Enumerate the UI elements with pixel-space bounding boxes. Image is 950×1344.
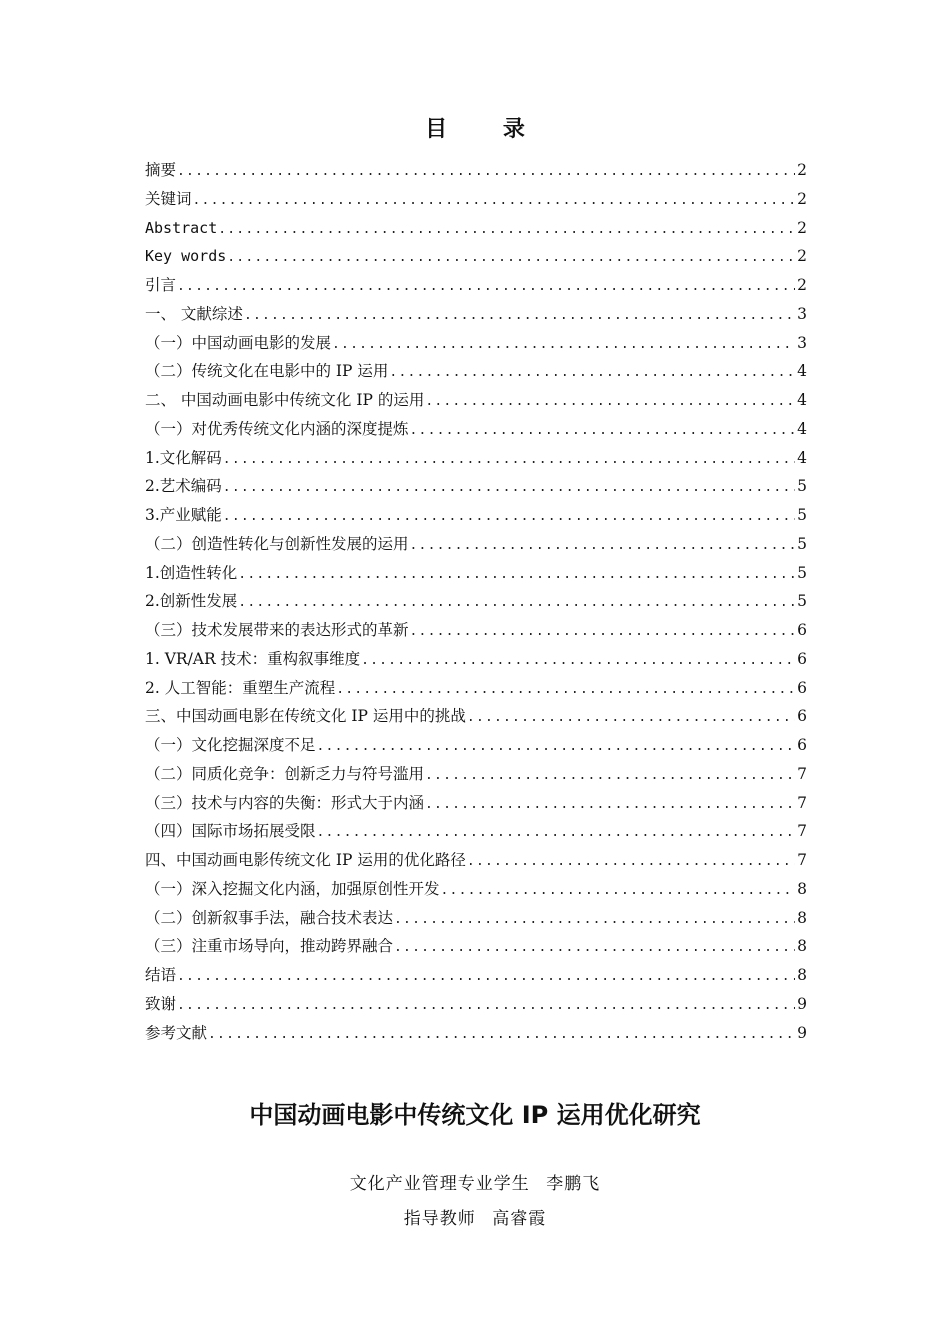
toc-entry-label: 1.创造性转化: [145, 563, 238, 582]
toc-entry-label: 致谢: [145, 994, 177, 1013]
toc-entry[interactable]: [145, 616, 807, 645]
toc-entry-label: 1.文化解码: [145, 448, 222, 467]
toc-entry[interactable]: [145, 271, 807, 300]
toc-entry[interactable]: [145, 415, 807, 444]
toc-entry-label: （一）对优秀传统文化内涵的深度提炼: [145, 419, 409, 438]
toc-entry-page-number: 8: [797, 908, 807, 927]
toc-leader-dots: [177, 273, 795, 302]
toc-leader-dots: [177, 158, 795, 187]
table-of-contents: [145, 156, 807, 1047]
toc-entry-page-number: 4: [797, 448, 807, 467]
toc-entry-label: 3.产业赋能: [145, 506, 222, 524]
toc-leader-dots: [441, 877, 796, 906]
toc-leader-dots: [425, 388, 795, 417]
toc-entry-page-number: 2: [797, 161, 807, 179]
toc-entry-label: 结语: [145, 966, 177, 984]
student-line: 文化产业管理专业学生 李鹏飞: [349, 1174, 601, 1194]
toc-leader-dots: [467, 848, 795, 877]
toc-leader-dots: [410, 532, 796, 561]
toc-entry[interactable]: [145, 214, 807, 243]
toc-entry-label: 参考文献: [145, 1023, 208, 1042]
toc-entry[interactable]: [145, 300, 807, 329]
toc-leader-dots: [332, 331, 795, 360]
toc-leader-dots: [227, 244, 795, 273]
toc-entry-page-number: 8: [797, 879, 807, 898]
toc-entry-page-number: 3: [797, 304, 807, 323]
toc-entry-label: （一）中国动画电影的发展: [145, 333, 332, 352]
toc-leader-dots: [425, 762, 795, 791]
toc-entry-label: 四、中国动画电影传统文化 IP 运用的优化路径: [145, 851, 466, 869]
toc-entry[interactable]: [145, 760, 807, 789]
toc-leader-dots: [410, 618, 796, 647]
toc-entry-label: （一）文化挖掘深度不足: [145, 736, 316, 754]
toc-entry-label: 二、 中国动画电影中传统文化 IP 的运用: [145, 391, 425, 409]
toc-leader-dots: [336, 676, 795, 705]
toc-entry-page-number: 4: [797, 362, 807, 381]
toc-leader-dots: [361, 647, 795, 676]
toc-entry-label: 摘要: [145, 161, 177, 179]
toc-entry-page-number: 8: [797, 937, 807, 956]
toc-entry[interactable]: [145, 702, 807, 731]
toc-leader-dots: [317, 733, 796, 762]
toc-entry[interactable]: [145, 357, 807, 386]
toc-entry-label: 引言: [145, 276, 177, 294]
toc-entry-page-number: 6: [797, 649, 807, 668]
toc-entry[interactable]: [145, 674, 807, 703]
toc-entry-page-number: 9: [797, 994, 807, 1013]
toc-entry-page-number: 2: [797, 247, 807, 266]
toc-entry[interactable]: [145, 990, 807, 1019]
toc-entry-page-number: 7: [797, 793, 807, 812]
toc-leader-dots: [317, 819, 796, 848]
toc-entry[interactable]: [145, 731, 807, 760]
toc-leader-dots: [394, 906, 795, 935]
toc-entry[interactable]: [145, 386, 807, 415]
toc-leader-dots: [177, 992, 795, 1021]
toc-entry-label: （二）传统文化在电影中的 IP 运用: [145, 362, 389, 381]
advisor-line: 指导教师 高睿霞: [403, 1209, 547, 1229]
toc-entry-page-number: 2: [797, 276, 807, 294]
toc-leader-dots: [394, 934, 795, 963]
toc-leader-dots: [425, 791, 795, 820]
toc-entry[interactable]: [145, 961, 807, 990]
toc-entry[interactable]: [145, 501, 807, 530]
toc-entry[interactable]: [145, 817, 807, 846]
toc-entry-page-number: 6: [797, 678, 807, 697]
toc-leader-dots: [238, 561, 795, 590]
toc-entry-page-number: 5: [797, 563, 807, 582]
toc-entry-label: 1. VR/AR 技术：重构叙事维度: [145, 649, 361, 668]
toc-entry-page-number: 2: [797, 189, 807, 208]
toc-entry-label: Key words: [145, 247, 227, 266]
toc-entry-page-number: 5: [797, 477, 807, 496]
toc-entry-label: （二）创造性转化与创新性发展的运用: [145, 534, 409, 553]
toc-entry[interactable]: [145, 875, 807, 904]
toc-leader-dots: [223, 474, 795, 503]
toc-entry-label: （二）同质化竞争：创新乏力与符号滥用: [145, 764, 425, 783]
toc-entry-label: 2.创新性发展: [145, 592, 238, 611]
toc-entry-label: Abstract: [145, 218, 218, 237]
toc-entry[interactable]: [145, 444, 807, 473]
toc-entry-label: （二）创新叙事手法，融合技术表达: [145, 908, 394, 927]
toc-entry-page-number: 9: [797, 1023, 807, 1042]
toc-entry-page-number: 2: [797, 218, 807, 237]
toc-entry-page-number: 5: [797, 534, 807, 553]
toc-entry[interactable]: [145, 242, 807, 271]
toc-entry-label: 2. 人工智能：重塑生产流程: [145, 678, 336, 697]
toc-entry-page-number: 4: [797, 391, 807, 409]
toc-entry[interactable]: [145, 329, 807, 358]
toc-heading: 目 录: [425, 117, 549, 142]
toc-entry[interactable]: [145, 156, 807, 185]
toc-entry-label: （四）国际市场拓展受限: [145, 822, 316, 841]
toc-entry-label: 关键词: [145, 189, 192, 208]
toc-entry-page-number: 6: [797, 707, 807, 726]
toc-entry-label: （一）深入挖掘文化内涵，加强原创性开发: [145, 879, 440, 898]
toc-leader-dots: [193, 187, 796, 216]
toc-entry-page-number: 7: [797, 764, 807, 783]
toc-entry[interactable]: [145, 472, 807, 501]
toc-entry[interactable]: [145, 1019, 807, 1048]
toc-entry[interactable]: [145, 559, 807, 588]
toc-entry-page-number: 6: [797, 736, 807, 754]
toc-entry[interactable]: [145, 904, 807, 933]
toc-entry-page-number: 5: [797, 592, 807, 611]
toc-entry-page-number: 6: [797, 621, 807, 639]
toc-entry-label: （三）注重市场导向，推动跨界融合: [145, 937, 394, 956]
toc-leader-dots: [223, 503, 795, 532]
toc-entry-page-number: 4: [797, 419, 807, 438]
toc-entry[interactable]: [145, 846, 807, 875]
toc-entry-page-number: 8: [797, 966, 807, 984]
toc-leader-dots: [467, 704, 795, 733]
toc-entry[interactable]: [145, 530, 807, 559]
toc-leader-dots: [244, 302, 795, 331]
toc-entry[interactable]: [145, 185, 807, 214]
toc-entry-page-number: 5: [797, 506, 807, 524]
toc-entry[interactable]: [145, 789, 807, 818]
toc-leader-dots: [208, 1021, 795, 1050]
toc-entry-page-number: 7: [797, 851, 807, 869]
toc-entry-label: 三、中国动画电影在传统文化 IP 运用中的挑战: [145, 707, 466, 726]
toc-entry-label: （三）技术与内容的失衡：形式大于内涵: [145, 793, 425, 812]
toc-leader-dots: [410, 417, 796, 446]
toc-entry-page-number: 7: [797, 822, 807, 841]
toc-entry[interactable]: [145, 932, 807, 961]
toc-leader-dots: [238, 589, 795, 618]
toc-entry-label: （三）技术发展带来的表达形式的革新: [145, 621, 409, 639]
toc-leader-dots: [223, 446, 795, 475]
toc-leader-dots: [177, 963, 795, 992]
toc-entry[interactable]: [145, 645, 807, 674]
toc-entry-label: 一、 文献综述: [145, 304, 243, 323]
toc-entry-page-number: 3: [797, 333, 807, 352]
toc-entry-label: 2.艺术编码: [145, 477, 222, 496]
toc-leader-dots: [218, 216, 795, 245]
paper-title: 中国动画电影中传统文化 IP 运用优化研究: [249, 1101, 701, 1129]
toc-leader-dots: [389, 359, 795, 388]
toc-entry[interactable]: [145, 587, 807, 616]
